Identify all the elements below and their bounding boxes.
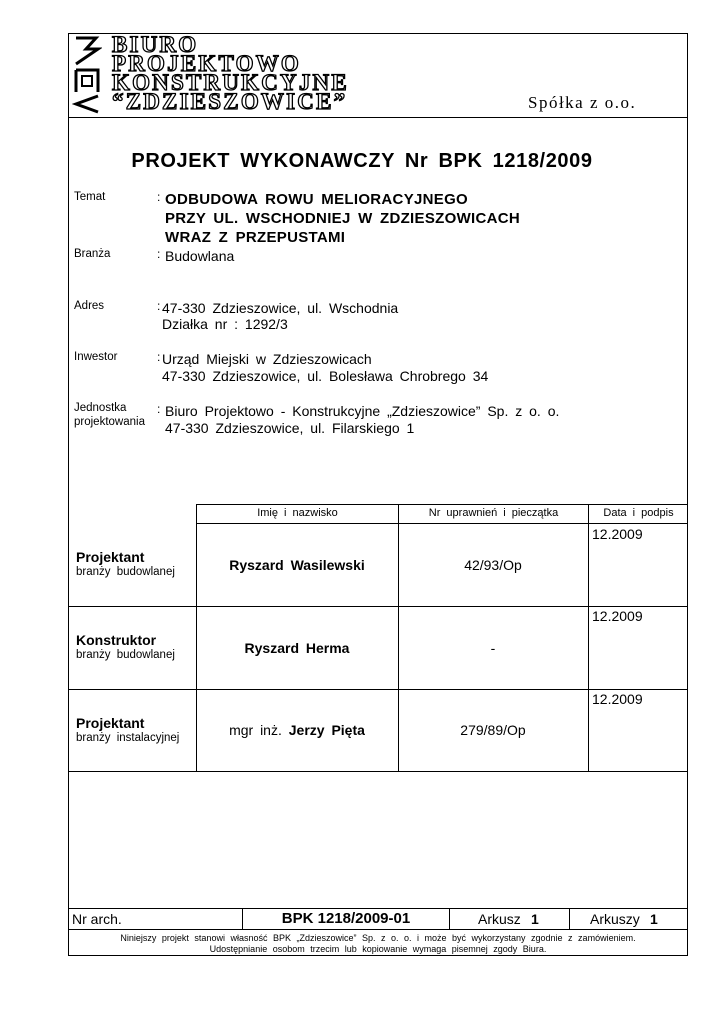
inwestor-colon: : (157, 350, 161, 364)
table-divider (68, 606, 688, 607)
footer-divider (569, 908, 570, 930)
column-header: Data i podpis (603, 507, 674, 519)
jednostka-value: Biuro Projektowo - Konstrukcyjne „Zdzieszowice” Sp. z o. o. (165, 403, 560, 419)
jednostka-value: 47-330 Zdzieszowice, ul. Filarskiego 1 (165, 420, 415, 436)
person-name-text: Ryszard Wasilewski (229, 557, 365, 573)
role-subtitle: branży instalacyjnej (76, 732, 180, 744)
inwestor-value: 47-330 Zdzieszowice, ul. Bolesława Chrobrego 34 (162, 368, 489, 384)
table-divider (68, 771, 196, 772)
arkuszy-value: 1 (650, 911, 658, 927)
jednostka-colon: : (157, 402, 161, 416)
role-subtitle: branży budowlanej (76, 566, 175, 578)
jednostka-label: Jednostka (74, 402, 127, 414)
ownership-note: Niniejszy projekt stanowi własność BPK „Zdzieszowice” Sp. z o. o. i może być wykorzystany zgodnie z zamówieniem. (120, 933, 636, 943)
role-title: Projektant (76, 715, 145, 731)
inwestor-value: Urząd Miejski w Zdzieszowicach (162, 351, 372, 367)
person-name (197, 557, 397, 573)
table-divider (196, 523, 688, 524)
company-name-line: KONSTRUKCYJNE (112, 70, 349, 95)
temat-value: ODBUDOWA ROWU MELIORACYJNEGO (165, 191, 469, 208)
ownership-note: Udostępnianie osobom trzecim lub kopiowanie wymaga pisemnej zgody Biura. (209, 944, 547, 954)
table-divider (68, 689, 688, 690)
column-header: Nr uprawnień i pieczątka (428, 507, 559, 519)
role-subtitle: branży budowlanej (76, 649, 175, 661)
temat-value: WRAZ Z PRZEPUSTAMI (165, 229, 346, 246)
temat-label: Temat (74, 191, 106, 203)
adres-value: 47-330 Zdzieszowice, ul. Wschodnia (162, 300, 399, 316)
person-name (197, 640, 397, 656)
arkuszy-label: Arkuszy (590, 911, 640, 927)
document-title: PROJEKT WYKONAWCZY Nr BPK 1218/2009 (131, 150, 593, 172)
person-name-text: Jerzy Pięta (288, 722, 365, 738)
role-title: Konstruktor (76, 632, 157, 648)
permit-number: - (490, 640, 496, 656)
arkusz-value: 1 (531, 911, 539, 927)
column-header: Imię i nazwisko (257, 507, 338, 519)
document-number: BPK 1218/2009-01 (281, 910, 411, 927)
branza-colon: : (157, 247, 161, 261)
temat-colon: : (157, 190, 161, 204)
role-title: Projektant (76, 549, 145, 565)
signature-date: 12.2009 (592, 608, 643, 624)
permit-number: 279/89/Op (460, 722, 526, 738)
signature-date: 12.2009 (592, 691, 643, 707)
company-name-line: “ZDZIESZOWICE” (112, 89, 348, 114)
branza-label: Branża (74, 248, 111, 260)
branza-value: Budowlana (165, 248, 235, 264)
footer-divider (449, 908, 450, 930)
inwestor-label: Inwestor (74, 351, 118, 363)
company-suffix: Spółka z o.o. (528, 93, 637, 112)
company-logo-icon (72, 36, 102, 114)
person-name-prefix: mgr inż. (229, 722, 282, 738)
company-name-line: BIURO (112, 32, 199, 57)
table-divider (588, 504, 589, 772)
adres-value: Działka nr : 1292/3 (162, 316, 288, 332)
company-name-line: PROJEKTOWO (112, 51, 301, 76)
person-name (197, 722, 397, 738)
adres-label: Adres (74, 300, 105, 312)
arkusz-label: Arkusz (478, 911, 521, 927)
nr-arch-label: Nr arch. (72, 911, 122, 927)
jednostka-label: projektowania (74, 416, 145, 428)
temat-value: PRZY UL. WSCHODNIEJ W ZDZIESZOWICACH (165, 210, 521, 227)
company-name (112, 32, 349, 114)
person-name-text: Ryszard Herma (244, 640, 350, 656)
signature-date: 12.2009 (592, 526, 643, 542)
permit-number: 42/93/Op (464, 557, 522, 573)
adres-colon: : (157, 299, 161, 313)
